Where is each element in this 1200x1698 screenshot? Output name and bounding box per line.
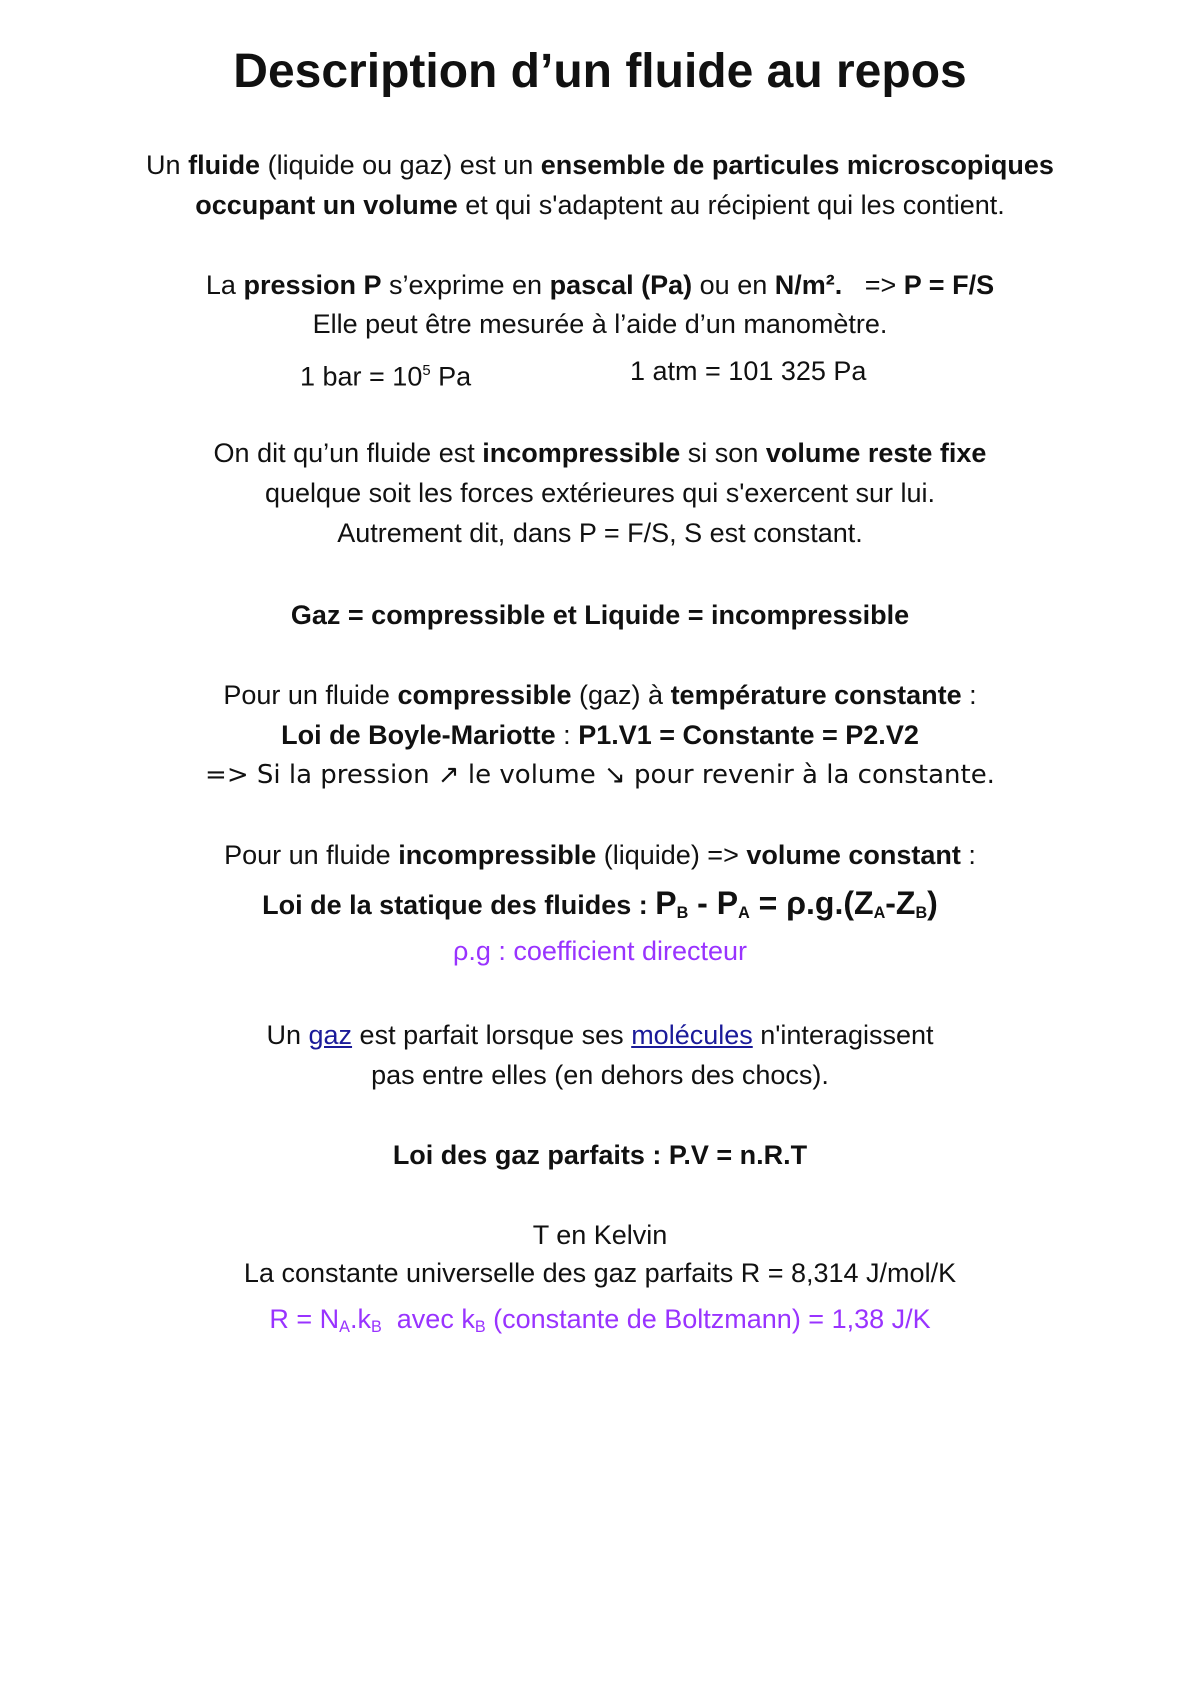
text: : — [961, 680, 977, 710]
boyle-line-1 — [0, 678, 1200, 712]
constante-note: La constante universelle des gaz parfaits R = 8,314 J/mol/K — [243, 1258, 957, 1288]
pression-line-2: Elle peut être mesurée à l’aide d’un manomètre. — [312, 309, 888, 339]
text: ou en — [692, 270, 775, 300]
symbol: - — [688, 885, 717, 921]
text: (liquide ou gaz) est un — [260, 150, 541, 180]
boyle-law — [0, 718, 1200, 752]
text: Pa — [430, 361, 472, 392]
text: 1 bar = 10 — [300, 361, 423, 392]
term-ensemble: ensemble de particules microscopiques — [540, 150, 1054, 180]
boltzmann-note — [0, 1302, 1200, 1344]
term-incompressible: incompressible — [482, 438, 681, 468]
subscript: A — [738, 904, 750, 923]
term-unit: N/m². — [774, 270, 843, 300]
statique-line-1 — [0, 838, 1200, 872]
subscript: B — [676, 904, 689, 923]
atm-conversion: 1 atm = 101 325 Pa — [630, 356, 867, 386]
text: Un — [266, 1020, 309, 1050]
text: : — [555, 720, 579, 750]
statique-law — [0, 886, 1200, 930]
bar-conversion — [300, 354, 471, 393]
text: => — [842, 270, 904, 300]
gaz-link[interactable]: gaz — [308, 1020, 353, 1050]
incompressible-line-2: quelque soit les forces extérieures qui s'exercent sur lui. — [265, 478, 935, 508]
exponent: 5 — [422, 363, 431, 379]
term-compressible: compressible — [397, 680, 572, 710]
statique-formula — [262, 885, 938, 923]
term-fluide: fluide — [188, 150, 261, 180]
text: Un — [146, 150, 189, 180]
text: R = N — [269, 1304, 340, 1334]
term-volume: occupant un volume — [195, 190, 458, 220]
symbol: = ρ.g.(Z — [749, 885, 874, 921]
incompressible-line-1 — [0, 436, 1200, 470]
subscript: B — [474, 1318, 486, 1337]
symbol: P — [655, 885, 677, 921]
subscript: B — [370, 1318, 382, 1337]
text: est parfait lorsque ses — [352, 1020, 632, 1050]
symbol: -Z — [885, 885, 916, 921]
formula-pression: P = F/S — [903, 270, 995, 300]
coefficient-note: ρ.g : coefficient directeur — [452, 936, 747, 966]
law-formula: Loi des gaz parfaits : P.V = n.R.T — [392, 1140, 808, 1170]
term-volume-constant: volume constant — [746, 840, 961, 870]
page-title: Description d’un fluide au repos — [233, 45, 967, 98]
kelvin-note: T en Kelvin — [532, 1220, 668, 1250]
symbol: P — [716, 885, 739, 921]
subscript: A — [873, 904, 886, 923]
text: et qui s'adaptent au récipient qui les contient. — [457, 190, 1005, 220]
incompressible-line-3: Autrement dit, dans P = F/S, S est constant. — [337, 518, 863, 548]
text: avec k — [381, 1304, 475, 1334]
symbol: ) — [927, 885, 938, 921]
boyle-line-3: => Si la pression ↗ le volume ↘ pour revenir à la constante. — [205, 760, 995, 790]
subscript: A — [339, 1318, 350, 1337]
term-incompressible: incompressible — [398, 840, 597, 870]
subscript: B — [915, 904, 928, 923]
text: s’exprime en — [381, 270, 550, 300]
text: : — [960, 840, 976, 870]
text: (gaz) à — [571, 680, 671, 710]
summary-text: Gaz = compressible et Liquide = incompressible — [290, 600, 910, 630]
gaz-liquide-summary — [0, 598, 1200, 632]
intro-line-1 — [0, 148, 1200, 182]
term-volume-fixe: volume reste fixe — [765, 438, 987, 468]
text: La — [205, 270, 244, 300]
text: n'interagissent — [752, 1020, 934, 1050]
law-name: Loi de la statique des fluides : — [262, 890, 656, 920]
term-pascal: pascal (Pa) — [549, 270, 693, 300]
term-temperature: température constante — [670, 680, 962, 710]
intro-line-2 — [0, 188, 1200, 222]
text: .k — [349, 1304, 371, 1334]
parfait-line-2: pas entre elles (en dehors des chocs). — [371, 1060, 829, 1090]
text: On dit qu’un fluide est — [213, 438, 483, 468]
gaz-parfaits-law — [0, 1138, 1200, 1172]
text: Pour un fluide — [223, 680, 398, 710]
text: Pour un fluide — [224, 840, 399, 870]
parfait-line-1 — [0, 1018, 1200, 1052]
term-pression: pression P — [243, 270, 382, 300]
text: (liquide) => — [596, 840, 747, 870]
law-formula: P1.V1 = Constante = P2.V2 — [578, 720, 919, 750]
pression-line-1 — [0, 268, 1200, 302]
law-name: Loi de Boyle-Mariotte — [281, 720, 556, 750]
text: si son — [680, 438, 766, 468]
molecules-link[interactable]: molécules — [631, 1020, 753, 1050]
text: (constante de Boltzmann) = 1,38 J/K — [485, 1304, 931, 1334]
